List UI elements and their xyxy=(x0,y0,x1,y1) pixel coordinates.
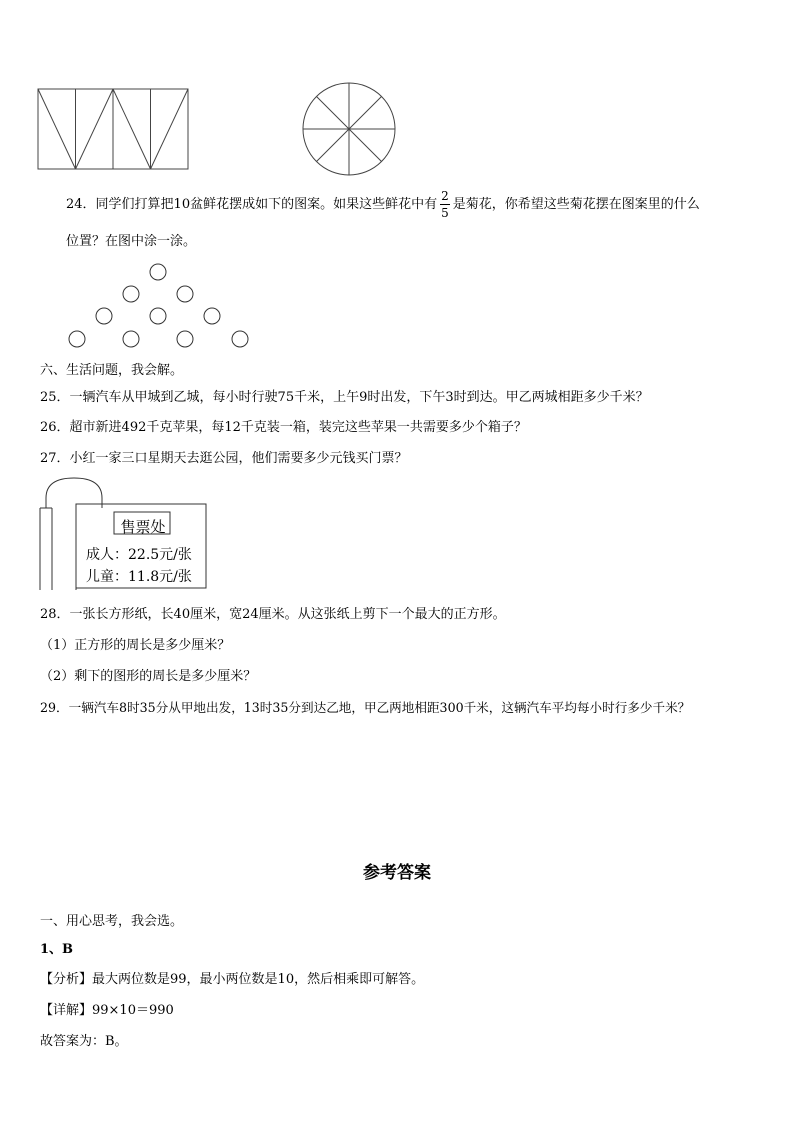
rectangle-figure xyxy=(38,89,188,169)
question-25: 25．一辆汽车从甲城到乙城，每小时行驶75千米，上午9时出发，下午3时到达。甲乙两城相距多少千米？ xyxy=(40,390,649,405)
question-28-sub2: （2）剩下的图形的周长是多少厘米？ xyxy=(40,669,257,684)
circle-figure xyxy=(303,83,395,175)
flower-circle xyxy=(150,264,166,280)
section-6-heading: 六、生活问题，我会解。 xyxy=(40,363,184,378)
answers-title: 参考答案 xyxy=(363,863,431,883)
q24-suffix: 是菊花，你希望这些菊花摆在图案里的什么 xyxy=(452,197,700,212)
answers-section-1: 一、用心思考，我会选。 xyxy=(40,914,184,929)
flower-circle xyxy=(150,308,166,324)
question-26: 26．超市新进492千克苹果，每12千克装一箱，装完这些苹果一共需要多少个箱子？ xyxy=(40,420,527,435)
flower-circle xyxy=(123,286,139,302)
flower-pattern xyxy=(60,258,260,353)
question-24 xyxy=(66,190,700,219)
flower-circle xyxy=(177,331,193,347)
answer-1-conclusion: 故答案为：B。 xyxy=(40,1034,128,1049)
figures-top xyxy=(0,0,794,180)
answer-1-detail: 【详解】99×10＝990 xyxy=(40,1003,174,1018)
q24-prefix: 24．同学们打算把10盆鲜花摆成如下的图案。如果这些鲜花中有 xyxy=(66,197,438,212)
answer-1-analysis: 【分析】最大两位数是99，最小两位数是10，然后相乘即可解答。 xyxy=(40,972,425,987)
flower-circle xyxy=(96,308,112,324)
ticket-price-child: 儿童：11.8元/张 xyxy=(86,569,192,585)
flower-circle xyxy=(69,331,85,347)
flower-circle xyxy=(123,331,139,347)
fraction-two-fifths xyxy=(440,190,450,219)
flower-circle xyxy=(204,308,220,324)
answer-1: 1、B xyxy=(40,942,74,957)
flower-circle xyxy=(177,286,193,302)
fraction-numerator: 2 xyxy=(441,189,449,203)
ticket-sign: 售票处 xyxy=(120,518,166,536)
question-28-sub1: （1）正方形的周长是多少厘米？ xyxy=(40,638,231,653)
fraction-denominator: 5 xyxy=(441,206,449,220)
question-29: 29．一辆汽车8时35分从甲地出发，13时35分到达乙地，甲乙两地相距300千米，这辆汽车平均每小时行多少千米？ xyxy=(40,700,691,715)
flower-circle xyxy=(232,331,248,347)
question-27: 27．小红一家三口星期天去逛公园，他们需要多少元钱买门票？ xyxy=(40,451,408,466)
ticket-price-adult: 成人：22.5元/张 xyxy=(86,547,192,563)
question-28: 28．一张长方形纸，长40厘米，宽24厘米。从这张纸上剪下一个最大的正方形。 xyxy=(40,607,506,622)
question-24-line2: 位置？在图中涂一涂。 xyxy=(66,234,197,249)
